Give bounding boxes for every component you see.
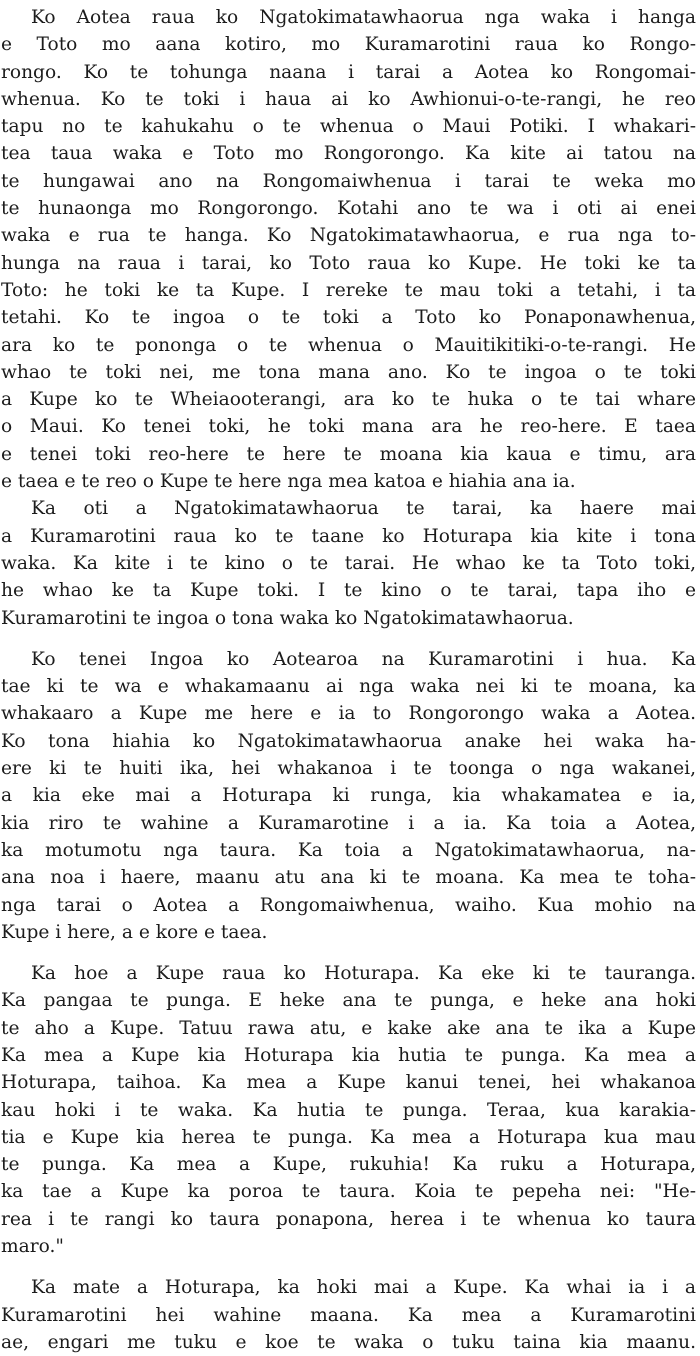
text-line: ara ko te pononga o te whenua o Mauitikitiki-o-te-rangi. He: [1, 334, 696, 356]
text-line: ana noa i haere, maanu atu ana ki te moana. Ka mea te toha-: [1, 867, 696, 889]
text-line: tea taua waka e Toto mo Rongorongo. Ka kite ai tatou na: [1, 143, 696, 165]
text-line: tia e Kupe kia herea te punga. Ka mea a Hoturapa kua mau: [1, 1126, 696, 1148]
text-line: rea i te rangi ko taura ponapona, herea i te whenua ko taura: [1, 1208, 696, 1230]
text-line: tae ki te wa e whakamaanu ai nga waka nei ki te moana, ka: [1, 676, 696, 698]
text-line: hunga na raua i tarai, ko Toto raua ko Kupe. He toki ke ta: [1, 252, 696, 274]
text-line: ae, engari me tuku e koe te waka o tuku taina kia maanu.: [1, 1331, 696, 1353]
text-line: Ka oti a Ngatokimatawhaorua te tarai, ka haere mai: [31, 498, 696, 520]
text-line: waka e rua te hanga. Ko Ngatokimatawhaorua, e rua nga to-: [1, 225, 696, 247]
text-line: tapu no te kahukahu o te whenua o Maui Potiki. I whakari-: [1, 116, 696, 138]
text-line: waka. Ka kite i te kino o te tarai. He whao ke ta Toto toki,: [1, 552, 696, 574]
text-line: Ko tenei Ingoa ko Aotearoa na Kuramarotini i hua. Ka: [31, 648, 696, 670]
text-line: te hungawai ano na Rongomaiwhenua i tarai te weka mo: [1, 170, 696, 192]
text-line: Ko Aotea raua ko Ngatokimatawhaorua nga waka i hanga: [31, 7, 696, 28]
paragraph-1: [1, 4, 696, 632]
text-line: Ka mate a Hoturapa, ka hoki mai a Kupe. Ka whai ia i a: [31, 1277, 696, 1299]
text-line: e taea e te reo o Kupe te here nga mea katoa e hiahia ana ia.: [1, 471, 576, 493]
text-line: rongo. Ko te tohunga naana i tarai a Aotea ko Rongomai-: [1, 61, 696, 83]
text-line: e tenei toki reo-here te here te moana kia kaua e timu, ara: [1, 443, 696, 465]
text-line: whakaaro a Kupe me here e ia to Rongorongo waka a Aotea.: [1, 703, 696, 725]
text-line: tetahi. Ko te ingoa o te toki a Toto ko Ponaponawhenua,: [1, 307, 696, 329]
text-line: te hunaonga mo Rongorongo. Kotahi ano te wa i oti ai enei: [1, 198, 696, 220]
text-line: Ka pangaa te punga. E heke ana te punga, e heke ana hoki: [1, 990, 696, 1012]
text-line: whao te toki nei, me tona mana ano. Ko te ingoa o te toki: [1, 361, 696, 383]
text-line: whenua. Ko te toki i haua ai ko Awhionui-o-te-rangi, he reo: [1, 88, 696, 110]
text-line: o Maui. Ko tenei toki, he toki mana ara he reo-here. E taea: [1, 416, 696, 438]
text-line: Kuramarotini hei wahine maana. Ka mea a Kuramarotini: [1, 1304, 696, 1326]
text-line: ere ki te huiti ika, hei whakanoa i te toonga o nga wakanei,: [1, 758, 696, 780]
text-line: Kuramarotini te ingoa o tona waka ko Ngatokimatawhaorua.: [1, 607, 574, 629]
text-line: a Kuramarotini raua ko te taane ko Hoturapa kia kite i tona: [1, 525, 696, 547]
text-line: kau hoki i te waka. Ka hutia te punga. Teraa, kua karakia-: [1, 1099, 696, 1121]
text-line: ka motumotu nga taura. Ka toia a Ngatokimatawhaorua, na-: [1, 839, 696, 861]
text-line: Ko tona hiahia ko Ngatokimatawhaorua anake hei waka ha-: [1, 730, 696, 752]
text-line: nga tarai o Aotea a Rongomaiwhenua, waiho. Kua mohio na: [1, 894, 696, 916]
text-line: a kia eke mai a Hoturapa ki runga, kia whakamatea e ia,: [1, 785, 696, 807]
text-line: Toto: he toki ke ta Kupe. I rereke te mau toki a tetahi, i ta: [1, 279, 696, 301]
text-line: maro.": [1, 1236, 64, 1258]
text-line: ka tae a Kupe ka poroa te taura. Koia te pepeha nei: "He-: [1, 1181, 696, 1203]
text-line: Ka mea a Kupe kia Hoturapa kia hutia te punga. Ka mea a: [1, 1044, 696, 1066]
text-line: a Kupe ko te Wheiaooterangi, ara ko te huka o te tai whare: [1, 389, 696, 411]
text-line: he whao ke ta Kupe toki. I te kino o te tarai, tapa iho e: [1, 580, 696, 602]
paragraph-3: [1, 960, 696, 1260]
text-line: Ka hoe a Kupe raua ko Hoturapa. Ka eke ki te tauranga.: [31, 963, 696, 985]
text-line: e Toto mo aana kotiro, mo Kuramarotini raua ko Rongo-: [1, 34, 696, 56]
text-line: Hoturapa, taihoa. Ka mea a Kupe kanui tenei, hei whakanoa: [1, 1072, 696, 1094]
text-line: Kupe i here, a e kore e taea.: [1, 921, 268, 943]
paragraph-4: [1, 1274, 696, 1356]
text-line: te aho a Kupe. Tatuu rawa atu, e kake ake ana te ika a Kupe: [1, 1017, 696, 1039]
text-line: kia riro te wahine a Kuramarotine i a ia. Ka toia a Aotea,: [1, 812, 696, 834]
text-line: te punga. Ka mea a Kupe, rukuhia! Ka ruku a Hoturapa,: [1, 1154, 696, 1176]
paragraph-2: [1, 646, 696, 946]
